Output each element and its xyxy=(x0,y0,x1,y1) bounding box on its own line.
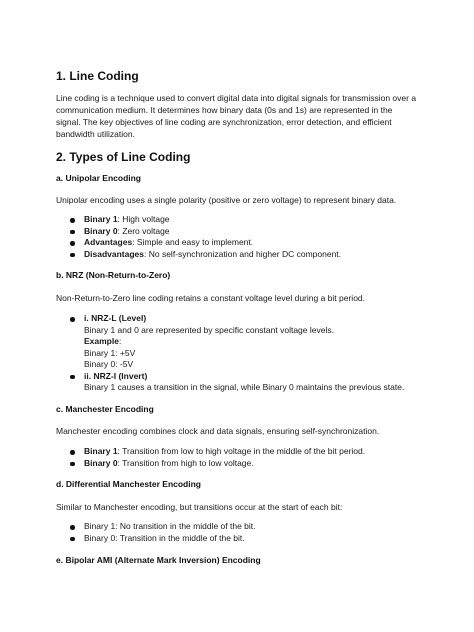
bullet-icon xyxy=(70,525,75,530)
list-item-text: : Transition from low to high voltage in the middle of the bit period. xyxy=(117,446,366,456)
list-differential-manchester xyxy=(56,521,428,544)
bullet-icon xyxy=(70,230,75,235)
paragraph-line: bandwidth utilization. xyxy=(56,129,135,139)
list-item xyxy=(56,249,428,261)
bullet-icon xyxy=(70,375,75,380)
list-item-term: Advantages xyxy=(84,237,133,247)
paragraph-line-coding-intro xyxy=(56,92,428,140)
list-item xyxy=(56,533,428,545)
subheading-bipolar-ami: e. Bipolar AMI (Alternate Mark Inversion) Encoding xyxy=(56,555,261,565)
subheading-unipolar: a. Unipolar Encoding xyxy=(56,173,142,183)
paragraph-unipolar-intro: Unipolar encoding uses a single polarity (positive or zero voltage) to represent binary data. xyxy=(56,195,397,205)
example-line xyxy=(84,336,428,348)
list-item-text: Binary 1 and 0 are represented by specific constant voltage levels. xyxy=(84,324,334,335)
list-item-text: : Transition from high to low voltage. xyxy=(117,457,254,468)
paragraph-line: Line coding is a technique used to convert digital data into digital signals for transmission over a xyxy=(56,93,417,103)
example-binary-1: Binary 1: +5V xyxy=(84,347,136,358)
list-item xyxy=(56,214,428,226)
bullet-icon xyxy=(70,253,75,258)
list-nrz xyxy=(56,313,428,394)
list-item-text: Binary 1 causes a transition in the signal, while Binary 0 maintains the previous state. xyxy=(84,382,405,392)
list-item-term: Binary 1 xyxy=(84,214,118,224)
list-item-term: i. NRZ-L (Level) xyxy=(84,313,147,323)
list-item-text: : Zero voltage xyxy=(117,225,170,236)
list-item-text: : No self-synchronization and higher DC component. xyxy=(144,248,342,259)
list-item-term: Binary 0 xyxy=(84,457,118,468)
list-item-term: ii. NRZ-I (Invert) xyxy=(84,370,148,381)
list-item xyxy=(56,226,428,238)
list-item-term: Disadvantages xyxy=(84,248,144,259)
list-item-text: : High voltage xyxy=(117,214,170,224)
list-item-text: Binary 1: No transition in the middle of the bit. xyxy=(84,521,256,531)
list-item-nrz-i xyxy=(56,371,428,394)
list-item xyxy=(56,446,428,458)
paragraph-nrz-intro: Non-Return-to-Zero line coding retains a constant voltage level during a bit period. xyxy=(56,293,366,303)
bullet-icon xyxy=(70,218,75,223)
paragraph-line: signal. The key objectives of line coding are synchronization, error detection, and efficient xyxy=(56,117,392,127)
bullet-icon xyxy=(70,317,75,322)
example-label: Example xyxy=(84,336,119,346)
list-item xyxy=(56,521,428,533)
paragraph-line: communication medium. It determines how binary data (0s and 1s) are represented in the xyxy=(56,105,393,115)
list-item xyxy=(56,237,428,249)
list-item xyxy=(56,458,428,470)
list-item-nrz-l xyxy=(56,313,428,371)
paragraph-manchester-intro: Manchester encoding combines clock and data signals, ensuring self-synchronization. xyxy=(56,426,380,436)
section-heading-types: 2. Types of Line Coding xyxy=(56,150,191,164)
subheading-differential-manchester: d. Differential Manchester Encoding xyxy=(56,479,201,489)
list-item-term: Binary 0 xyxy=(84,225,118,236)
bullet-icon xyxy=(70,537,75,542)
paragraph-differential-manchester-intro: Similar to Manchester encoding, but transitions occur at the start of each bit: xyxy=(56,502,343,512)
example-binary-0: Binary 0: -5V xyxy=(84,359,134,369)
example-colon: : xyxy=(118,336,122,346)
section-heading-line-coding: 1. Line Coding xyxy=(56,69,139,83)
list-manchester xyxy=(56,446,428,469)
subheading-manchester: c. Manchester Encoding xyxy=(56,404,154,414)
bullet-icon xyxy=(70,450,75,455)
list-item-text: Binary 0: Transition in the middle of the bit. xyxy=(84,532,245,543)
list-unipolar xyxy=(56,214,428,260)
list-item-term: Binary 1 xyxy=(84,446,118,456)
list-item-text: : Simple and easy to implement. xyxy=(132,237,254,247)
bullet-icon xyxy=(70,462,75,467)
bullet-icon xyxy=(70,241,75,246)
subheading-nrz: b. NRZ (Non-Return-to-Zero) xyxy=(56,270,171,280)
